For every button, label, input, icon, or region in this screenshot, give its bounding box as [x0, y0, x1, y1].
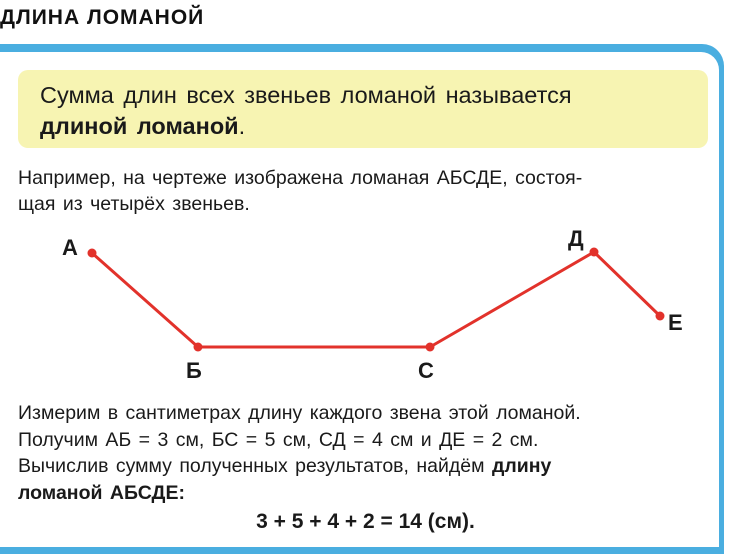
definition-period: .	[238, 113, 246, 139]
vertex-point-b	[194, 343, 203, 352]
measurement-text	[18, 400, 710, 506]
vertex-label-d: Д	[568, 226, 584, 251]
example-line-2: щая из четырёх звеньев.	[18, 193, 250, 215]
measurement-line-2: Получим АБ = 3 см, БС = 5 см, СД = 4 см и ДЕ = 2 см.	[18, 428, 539, 451]
measurement-term-end: ломаной АБСДЕ:	[18, 481, 185, 504]
vertex-point-e	[656, 312, 665, 321]
vertex-label-b: Б	[186, 358, 202, 383]
polyline-abcde	[92, 252, 660, 347]
measurement-line-1: Измерим в сантиметрах длину каждого звена этой ломаной.	[18, 402, 581, 424]
vertex-label-c: С	[418, 358, 434, 383]
measurement-line-3: Вычислив сумму полученных результатов, найдём	[18, 455, 485, 477]
measurement-term-start: длину	[491, 455, 552, 477]
sum-formula: 3 + 5 + 4 + 2 = 14 (см).	[256, 510, 475, 533]
definition-line-1: Сумма длин всех звеньев ломаной называется	[40, 82, 572, 108]
page-title: ДЛИНА ЛОМАНОЙ	[0, 6, 205, 29]
vertex-point-d	[590, 248, 599, 257]
vertex-point-a	[88, 249, 97, 258]
example-line-1: Например, на чертеже изображена ломаная АБСДЕ, состоя-	[18, 167, 583, 189]
vertex-point-c	[426, 343, 435, 352]
vertex-label-e: Е	[668, 310, 683, 335]
definition-term: длиной ломаной	[40, 113, 239, 139]
vertex-label-a: А	[62, 235, 78, 260]
